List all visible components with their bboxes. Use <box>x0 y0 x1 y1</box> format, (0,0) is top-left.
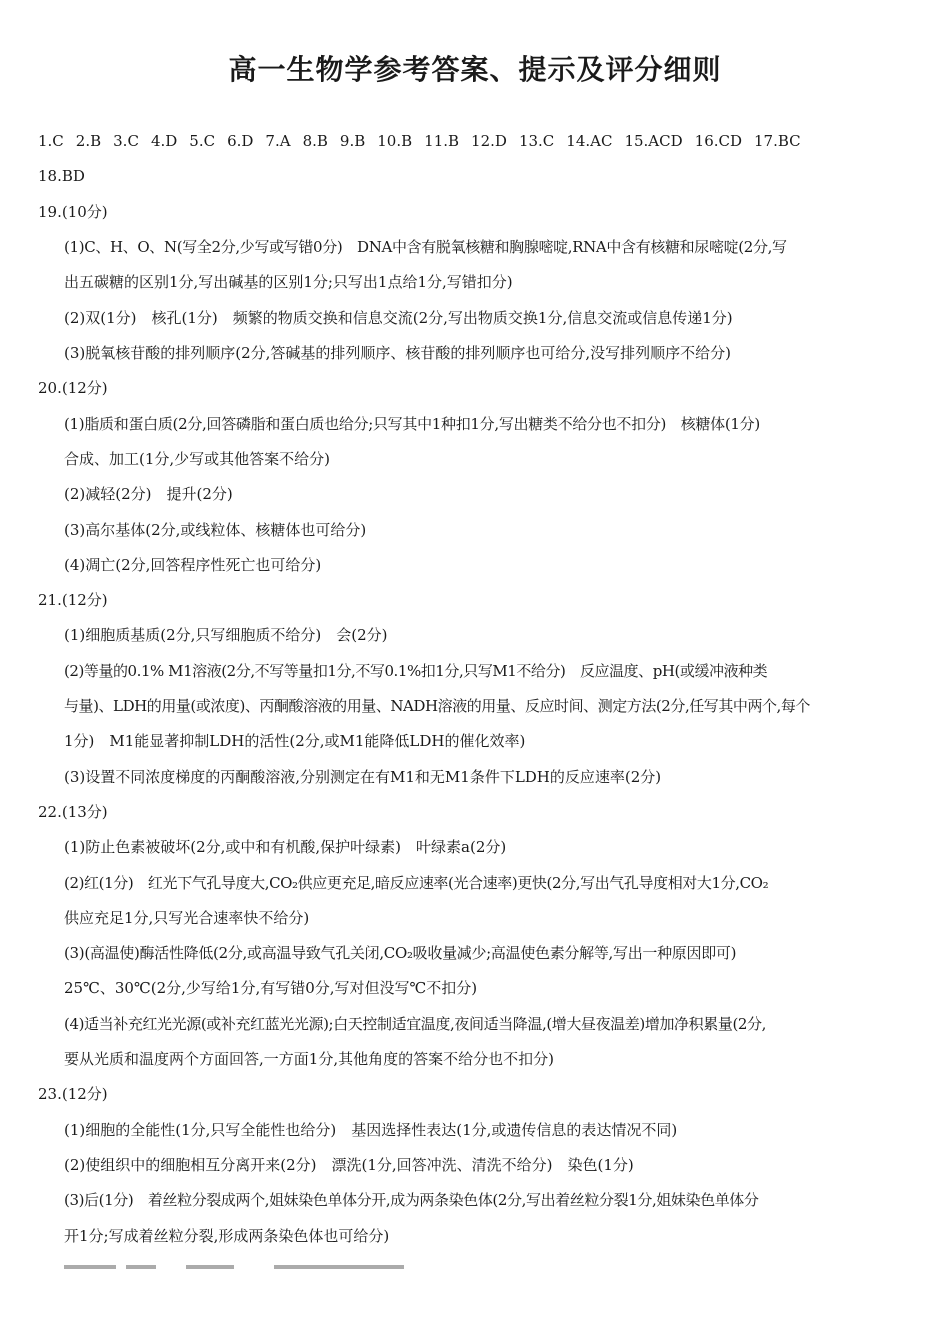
q23-heading: 23.(12分) <box>38 1085 108 1103</box>
q21-part2-line2: 与量)、LDH的用量(或浓度)、丙酮酸溶液的用量、NADH溶液的用量、反应时间、测定方法(2分,任写其中两个,每个 <box>64 697 810 715</box>
mc-answer: 6.D <box>227 132 254 150</box>
mc-answer: 7.A <box>265 132 291 150</box>
q23-part3-line2: 开1分;写成着丝粒分裂,形成两条染色体也可给分) <box>64 1227 390 1245</box>
q19-part1-line1: (1)C、H、O、N(写全2分,少写或写错0分) DNA中含有脱氧核糖和胸腺嘧啶,RNA中含有核糖和尿嘧啶(2分,写 <box>64 238 787 256</box>
mc-answer: 17.BC <box>754 132 801 150</box>
mc-answer: 15.ACD <box>624 132 683 150</box>
q21-part1: (1)细胞质基质(2分,只写细胞质不给分) 会(2分) <box>64 626 388 644</box>
q21-part2-line3: 1分) M1能显著抑制LDH的活性(2分,或M1能降低LDH的催化效率) <box>64 732 526 750</box>
mc-answer: 10.B <box>377 132 413 150</box>
q22-part3-line1: (3)(高温使)酶活性降低(2分,或高温导致气孔关闭,CO₂吸收量减少;高温使色素分解等,写出一种原因即可) <box>64 944 737 962</box>
mc-answer: 14.AC <box>566 132 613 150</box>
mc-answer: 13.C <box>518 132 555 150</box>
q20-heading: 20.(12分) <box>38 379 108 397</box>
q21-heading: 21.(12分) <box>38 591 108 609</box>
q22-part4-line1: (4)适当补充红光光源(或补充红蓝光光源);白天控制适宜温度,夜间适当降温,(增大昼夜温差)增加净积累量(2分, <box>64 1015 767 1033</box>
mc-answer: 9.B <box>339 132 366 150</box>
mc-answer: 11.B <box>424 132 460 150</box>
q23-part3-line1: (3)后(1分) 着丝粒分裂成两个,姐妹染色单体分开,成为两条染色体(2分,写出着丝粒分裂1分,姐妹染色单体分 <box>64 1191 759 1209</box>
q22-heading: 22.(13分) <box>38 803 108 821</box>
mc-answer: 8.B <box>302 132 328 150</box>
mc-answer: 2.B <box>75 132 102 150</box>
mc-answer: 4.D <box>150 132 178 150</box>
mc-answer: 1.C <box>38 132 64 150</box>
q20-part1-line1: (1)脂质和蛋白质(2分,回答磷脂和蛋白质也给分;只写其中1种扣1分,写出糖类不给分也不扣分) 核糖体(1分) <box>64 415 760 433</box>
q22-part2-line2: 供应充足1分,只写光合速率快不给分) <box>64 909 310 927</box>
q19-part3: (3)脱氧核苷酸的排列顺序(2分,答碱基的排列顺序、核苷酸的排列顺序也可给分,没写排列顺序不给分) <box>64 344 732 362</box>
mc-answer: 16.CD <box>694 132 743 150</box>
q20-part1-line2: 合成、加工(1分,少写或其他答案不给分) <box>64 450 331 468</box>
q19-part1-line2: 出五碳糖的区别1分,写出碱基的区别1分;只写出1点给1分,写错扣分) <box>64 273 513 291</box>
q22-part4-line2: 要从光质和温度两个方面回答,一方面1分,其他角度的答案不给分也不扣分) <box>64 1050 554 1068</box>
page-title: 高一生物学参考答案、提示及评分细则 <box>228 53 722 86</box>
q19-part2: (2)双(1分) 核孔(1分) 频繁的物质交换和信息交流(2分,写出物质交换1分,信息交流或信息传递1分) <box>64 309 733 327</box>
q22-part3-line2: 25℃、30℃(2分,少写给1分,有写错0分,写对但没写℃不扣分) <box>64 979 478 997</box>
q21-part3: (3)设置不同浓度梯度的丙酮酸溶液,分别测定在有M1和无M1条件下LDH的反应速率(2分) <box>64 768 662 786</box>
cropped-text-line <box>64 1262 464 1270</box>
mc-answer-row-cont: 18.BD <box>38 167 85 185</box>
mc-answer: 3.C <box>113 132 139 150</box>
mc-answer-row <box>38 131 813 151</box>
mc-answer: 5.C <box>189 132 216 150</box>
q23-part1: (1)细胞的全能性(1分,只写全能性也给分) 基因选择性表达(1分,或遗传信息的表达情况不同) <box>64 1121 678 1139</box>
q22-part1: (1)防止色素被破坏(2分,或中和有机酸,保护叶绿素) 叶绿素a(2分) <box>64 838 507 856</box>
q20-part2: (2)减轻(2分) 提升(2分) <box>64 485 233 503</box>
mc-answer: 12.D <box>471 132 507 150</box>
q21-part2-line1: (2)等量的0.1% M1溶液(2分,不写等量扣1分,不写0.1%扣1分,只写M1不给分) 反应温度、pH(或缓冲液种类 <box>64 662 768 680</box>
q23-part2: (2)使组织中的细胞相互分离开来(2分) 漂洗(1分,回答冲洗、清洗不给分) 染色(1分) <box>64 1156 634 1174</box>
q22-part2-line1: (2)红(1分) 红光下气孔导度大,CO₂供应更充足,暗反应速率(光合速率)更快(2分,写出气孔导度相对大1分,CO₂ <box>64 874 769 892</box>
q19-heading: 19.(10分) <box>38 203 108 221</box>
q20-part3: (3)高尔基体(2分,或线粒体、核糖体也可给分) <box>64 521 367 539</box>
q20-part4: (4)凋亡(2分,回答程序性死亡也可给分) <box>64 556 322 574</box>
